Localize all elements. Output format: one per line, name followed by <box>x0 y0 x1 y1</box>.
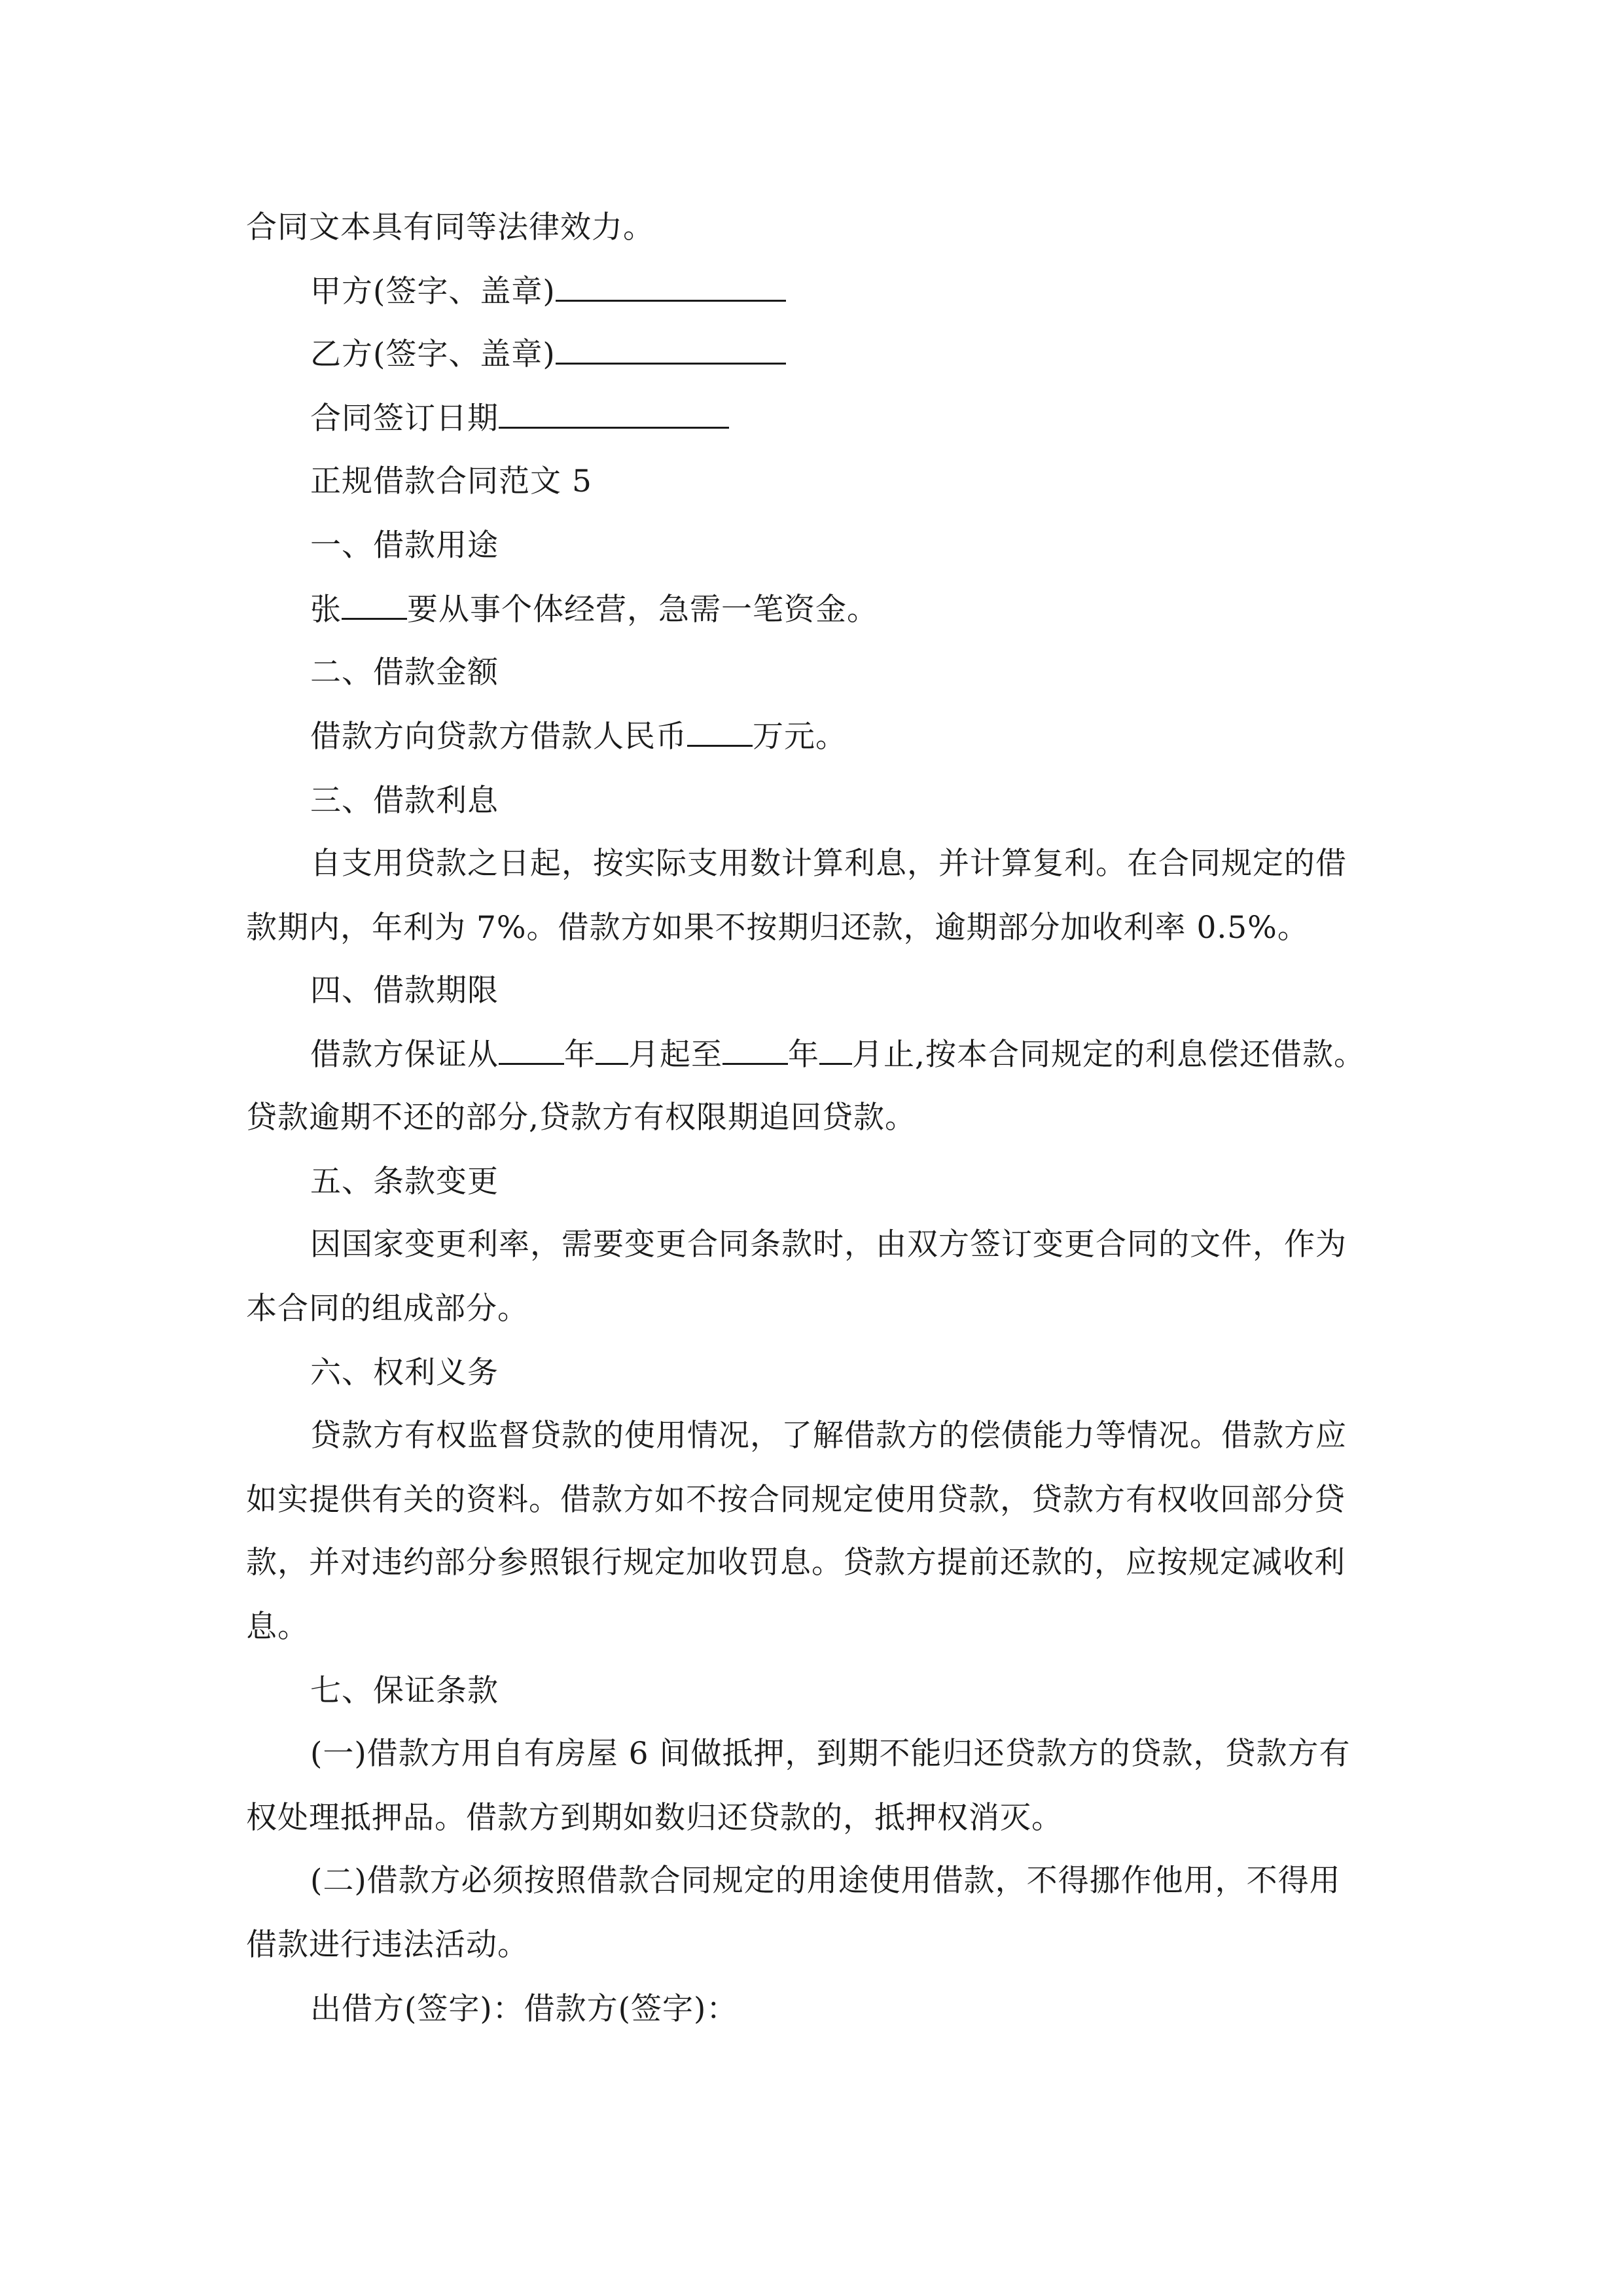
paragraph-line <box>310 1035 1365 1075</box>
paragraph-line <box>310 717 847 757</box>
text-run: 借款方向贷款方借款人民币 <box>310 719 687 755</box>
paragraph-line: 合同文本具有同等法律效力。 <box>246 209 654 245</box>
paragraph-line <box>310 590 878 630</box>
paragraph-line: 权处理抵押品。借款方到期如数归还贷款的，抵押权消灭。 <box>246 1800 1063 1836</box>
paragraph-line: (一)借款方用自有房屋 6 间做抵押，到期不能归还贷款方的贷款，贷款方有 <box>310 1736 1351 1772</box>
paragraph-line: 本合同的组成部分。 <box>246 1291 529 1327</box>
year-blank <box>499 1037 564 1065</box>
paragraph-line: 息。 <box>246 1609 309 1645</box>
clause-heading: 一、借款用途 <box>310 528 499 564</box>
amount-blank <box>687 719 753 747</box>
text-run: 月止,按本合同规定的利息偿还借款。 <box>852 1037 1365 1073</box>
paragraph-line: 贷款方有权监督贷款的使用情况，了解借款方的偿债能力等情况。借款方应 <box>310 1418 1347 1454</box>
date-blank <box>499 401 729 429</box>
signature-blank <box>556 336 786 365</box>
signature-line: 出借方(签字)：借款方(签字)： <box>310 1991 738 2027</box>
clause-heading: 二、借款金额 <box>310 655 499 691</box>
sign-date-label: 合同签订日期 <box>310 401 499 437</box>
clause-heading: 五、条款变更 <box>310 1164 499 1200</box>
paragraph-line: 贷款逾期不还的部分,贷款方有权限期追回贷款。 <box>246 1100 916 1136</box>
section-title: 正规借款合同范文 5 <box>310 463 592 499</box>
text-run: 万元。 <box>753 719 847 755</box>
party-b-label: 乙方(签字、盖章) <box>310 336 556 372</box>
clause-heading: 七、保证条款 <box>310 1673 499 1709</box>
text-run: 年 <box>564 1037 596 1073</box>
text-run: 借款方保证从 <box>310 1037 499 1073</box>
paragraph-line: 自支用贷款之日起，按实际支用数计算利息，并计算复利。在合同规定的借 <box>310 846 1347 882</box>
clause-heading: 三、借款利息 <box>310 783 499 819</box>
text-run: 要从事个体经营，急需一笔资金。 <box>407 592 878 628</box>
text-run: 张 <box>310 592 342 628</box>
clause-heading: 四、借款期限 <box>310 973 499 1009</box>
paragraph-line: 款期内，年利为 7%。借款方如果不按期归还款，逾期部分加收利率 0.5%。 <box>246 910 1309 946</box>
party-a-label: 甲方(签字、盖章) <box>310 274 556 310</box>
year-blank <box>722 1037 788 1065</box>
paragraph-line: 如实提供有关的资料。借款方如不按合同规定使用贷款，贷款方有权收回部分贷 <box>246 1482 1346 1518</box>
month-blank <box>596 1037 628 1065</box>
paragraph-line: (二)借款方必须按照借款合同规定的用途使用借款，不得挪作他用，不得用 <box>310 1863 1341 1899</box>
text-run: 年 <box>788 1037 819 1073</box>
paragraph-line: 借款进行违法活动。 <box>246 1927 529 1963</box>
party-a-signature-line <box>310 272 786 312</box>
signature-blank <box>556 274 786 302</box>
party-b-signature-line <box>310 335 786 374</box>
text-run: 月起至 <box>628 1037 722 1073</box>
paragraph-line: 因国家变更利率，需要变更合同条款时，由双方签订变更合同的文件，作为 <box>310 1227 1347 1263</box>
month-blank <box>819 1037 852 1065</box>
paragraph-line: 款，并对违约部分参照银行规定加收罚息。贷款方提前还款的，应按规定减收利 <box>246 1545 1346 1581</box>
clause-heading: 六、权利义务 <box>310 1355 499 1391</box>
name-blank <box>342 592 407 620</box>
sign-date-line <box>310 399 729 439</box>
